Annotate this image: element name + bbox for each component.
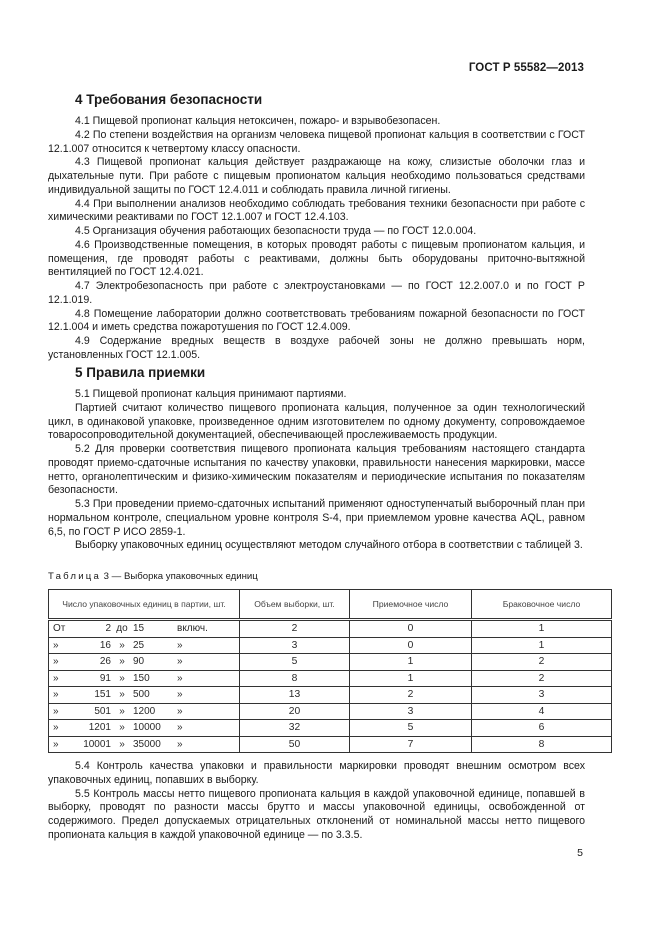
range-separator: » [119,738,125,750]
cell-rejection-number: 1 [472,637,612,654]
paragraph-5-3-sampling: Выборку упаковочных единиц осуществляют методом случайного отбора в соответствии с таблицей 3. [75,539,583,552]
range-from: 10001 [83,738,111,750]
cell-acceptance-number: 1 [350,670,472,687]
document-id: ГОСТ Р 55582—2013 [468,62,584,74]
range-suffix: » [177,639,183,651]
range-prefix: От [53,623,66,635]
cell-sample-size: 13 [240,687,350,704]
cell-sample-size: 5 [240,654,350,671]
table-row [49,736,612,753]
range-prefix: » [53,656,59,668]
cell-rejection-number: 1 [472,620,612,638]
paragraph-4-6: 4.6 Производственные помещения, в которых проводят работы с пищевым пропионатом кальция, и помещения, где проводят работы с реактивами, должны быть оборудованы приточно-вытяжной вентиляцией по ГОСТ 12.4.021. [48,238,585,279]
range-to: 150 [133,672,150,684]
paragraph-5-3: 5.3 При проведении приемо-сдаточных испытаний применяют одноступенчатый выборочный план при нормальном контроле, специальном уровне контроля S-4, при приемлемом уровне качества AQL, равном 6,5, по ГОСТ Р ИСО 2859-1. [48,498,585,538]
paragraph-4-3: 4.3 Пищевой пропионат кальция действует раздражающе на кожу, слизистые оболочки глаз и дыхательные пути. При работе с пищевым пропионатом кальция необходимо пользоваться средствами индивидуальной защиты по ГОСТ 12.4.011 и соблюдать правила личной гигиены. [48,156,585,196]
paragraph-4-1: 4.1 Пищевой пропионат кальция нетоксичен, пожаро- и взрывобезопасен. [75,115,441,127]
range-suffix: » [177,656,183,668]
cell-lot-size [49,703,240,720]
cell-rejection-number: 2 [472,654,612,671]
range-prefix: » [53,705,59,717]
range-prefix: » [53,689,59,701]
range-from: 26 [99,656,111,668]
cell-sample-size: 2 [240,620,350,638]
section-5-body [48,388,585,553]
range-separator: » [119,705,125,717]
range-from: 91 [99,672,111,684]
range-to: 500 [133,689,150,701]
range-from: 16 [99,639,111,651]
page-number: 5 [577,847,583,859]
table-caption-label: Таблица [48,571,102,582]
column-header-sample-size: Объем выборки, шт. [240,590,350,620]
paragraph-4-7: 4.7 Электробезопасность при работе с электроустановками — по ГОСТ 12.2.007.0 и по ГОСТ Р 12.1.019. [48,280,585,306]
range-suffix: » [177,689,183,701]
paragraph-4-2: 4.2 По степени воздействия на организм человека пищевой пропионат кальция в соответствии с ГОСТ 12.1.007 относится к четвертому классу опасности. [48,128,585,155]
table-caption-text: 3 — Выборка упаковочных единиц [101,571,258,582]
cell-rejection-number: 4 [472,703,612,720]
cell-lot-size [49,720,240,737]
range-prefix: » [53,672,59,684]
range-separator: » [119,689,125,701]
cell-sample-size: 3 [240,637,350,654]
range-separator: до [116,623,128,635]
cell-acceptance-number: 2 [350,687,472,704]
range-to: 10000 [133,722,161,734]
range-suffix: » [177,722,183,734]
range-separator: » [119,672,125,684]
table-row [49,703,612,720]
paragraph-4-4: 4.4 При выполнении анализов необходимо соблюдать требования техники безопасности при работе с химическими реактивами по ГОСТ 12.1.007 и ГОСТ 12.4.103. [48,197,585,224]
range-separator: » [119,639,125,651]
paragraph-4-9: 4.9 Содержание вредных веществ в воздухе рабочей зоны не должно превышать норм, установленных ГОСТ 12.1.005. [48,335,585,361]
range-to: 35000 [133,738,161,750]
paragraph-5-4: 5.4 Контроль качества упаковки и правильности маркировки проводят внешним осмотром всех упаковочных единиц, попавших в выборку. [48,760,585,786]
section-4-body [48,115,585,363]
cell-acceptance-number: 7 [350,736,472,753]
cell-sample-size: 8 [240,670,350,687]
cell-rejection-number: 2 [472,670,612,687]
cell-rejection-number: 6 [472,720,612,737]
range-suffix: » [177,738,183,750]
column-header-lot-size: Число упаковочных единиц в партии, шт. [49,590,240,620]
section-4-title: 4 Требования безопасности [75,92,263,107]
column-header-rejection-number: Браковочное число [472,590,612,620]
range-suffix: » [177,672,183,684]
cell-rejection-number: 3 [472,687,612,704]
range-from: 151 [94,689,111,701]
range-prefix: » [53,722,59,734]
range-from: 501 [94,705,111,717]
table-row [49,620,612,638]
column-header-acceptance-number: Приемочное число [350,590,472,620]
range-from: 2 [105,623,111,635]
range-suffix: включ. [177,623,208,635]
cell-sample-size: 20 [240,703,350,720]
table-row [49,720,612,737]
section-5-body-continued [48,760,585,843]
cell-lot-size [49,654,240,671]
cell-acceptance-number: 0 [350,637,472,654]
section-5-title: 5 Правила приемки [75,365,206,380]
cell-rejection-number: 8 [472,736,612,753]
range-from: 1201 [88,722,111,734]
cell-sample-size: 32 [240,720,350,737]
range-separator: » [119,656,125,668]
cell-acceptance-number: 5 [350,720,472,737]
range-suffix: » [177,705,183,717]
table-row [49,637,612,654]
table-row [49,687,612,704]
range-separator: » [119,722,125,734]
cell-lot-size [49,687,240,704]
table-header-row [49,590,612,620]
cell-lot-size [49,736,240,753]
range-to: 15 [133,623,145,635]
table-row [49,654,612,671]
paragraph-5-1-lot: Партией считают количество пищевого пропионата кальция, полученное за один технологический цикл, в одинаковой упаковке, произведенное одним изготовителем по одному документу, сопровождаемое товаросопроводительной документацией, обеспечивающей прослеживаемость продукции. [48,401,585,442]
cell-sample-size: 50 [240,736,350,753]
range-to: 25 [133,639,145,651]
range-to: 90 [133,656,145,668]
sampling-table [48,589,612,753]
cell-acceptance-number: 1 [350,654,472,671]
range-to: 1200 [133,705,156,717]
cell-lot-size [49,620,240,638]
range-prefix: » [53,639,59,651]
cell-acceptance-number: 3 [350,703,472,720]
table-row [49,670,612,687]
cell-acceptance-number: 0 [350,620,472,638]
table-caption [48,571,258,582]
paragraph-5-1: 5.1 Пищевой пропионат кальция принимают партиями. [75,388,347,400]
paragraph-4-5: 4.5 Организация обучения работающих безопасности труда — по ГОСТ 12.0.004. [75,225,477,237]
cell-lot-size [49,637,240,654]
paragraph-5-5: 5.5 Контроль массы нетто пищевого пропионата кальция в каждой упаковочной единице, попавшей в выборку, проводят по разности массы брутто и массы упаковочной единицы, освобожденной от содержимого. Предел допускаемых отрицательных отклонений от номинальной массы нетто пищевого пропионата кальция в каждой упаковочной единице — по 3.3.5. [48,787,585,841]
cell-lot-size [49,670,240,687]
range-prefix: » [53,738,59,750]
paragraph-5-2: 5.2 Для проверки соответствия пищевого пропионата кальция требованиям настоящего стандарта проводят приемо-сдаточные испытания по качеству упаковки, правильности нанесения маркировки, массе нетто, органолептическим и физико-химическим показателям и периодические испытания по показателям безопасности. [48,443,585,497]
paragraph-4-8: 4.8 Помещение лаборатории должно соответствовать требованиям пожарной безопасности по ГОСТ 12.1.004 и иметь средства пожаротушения по ГОСТ 12.4.009. [48,307,585,334]
